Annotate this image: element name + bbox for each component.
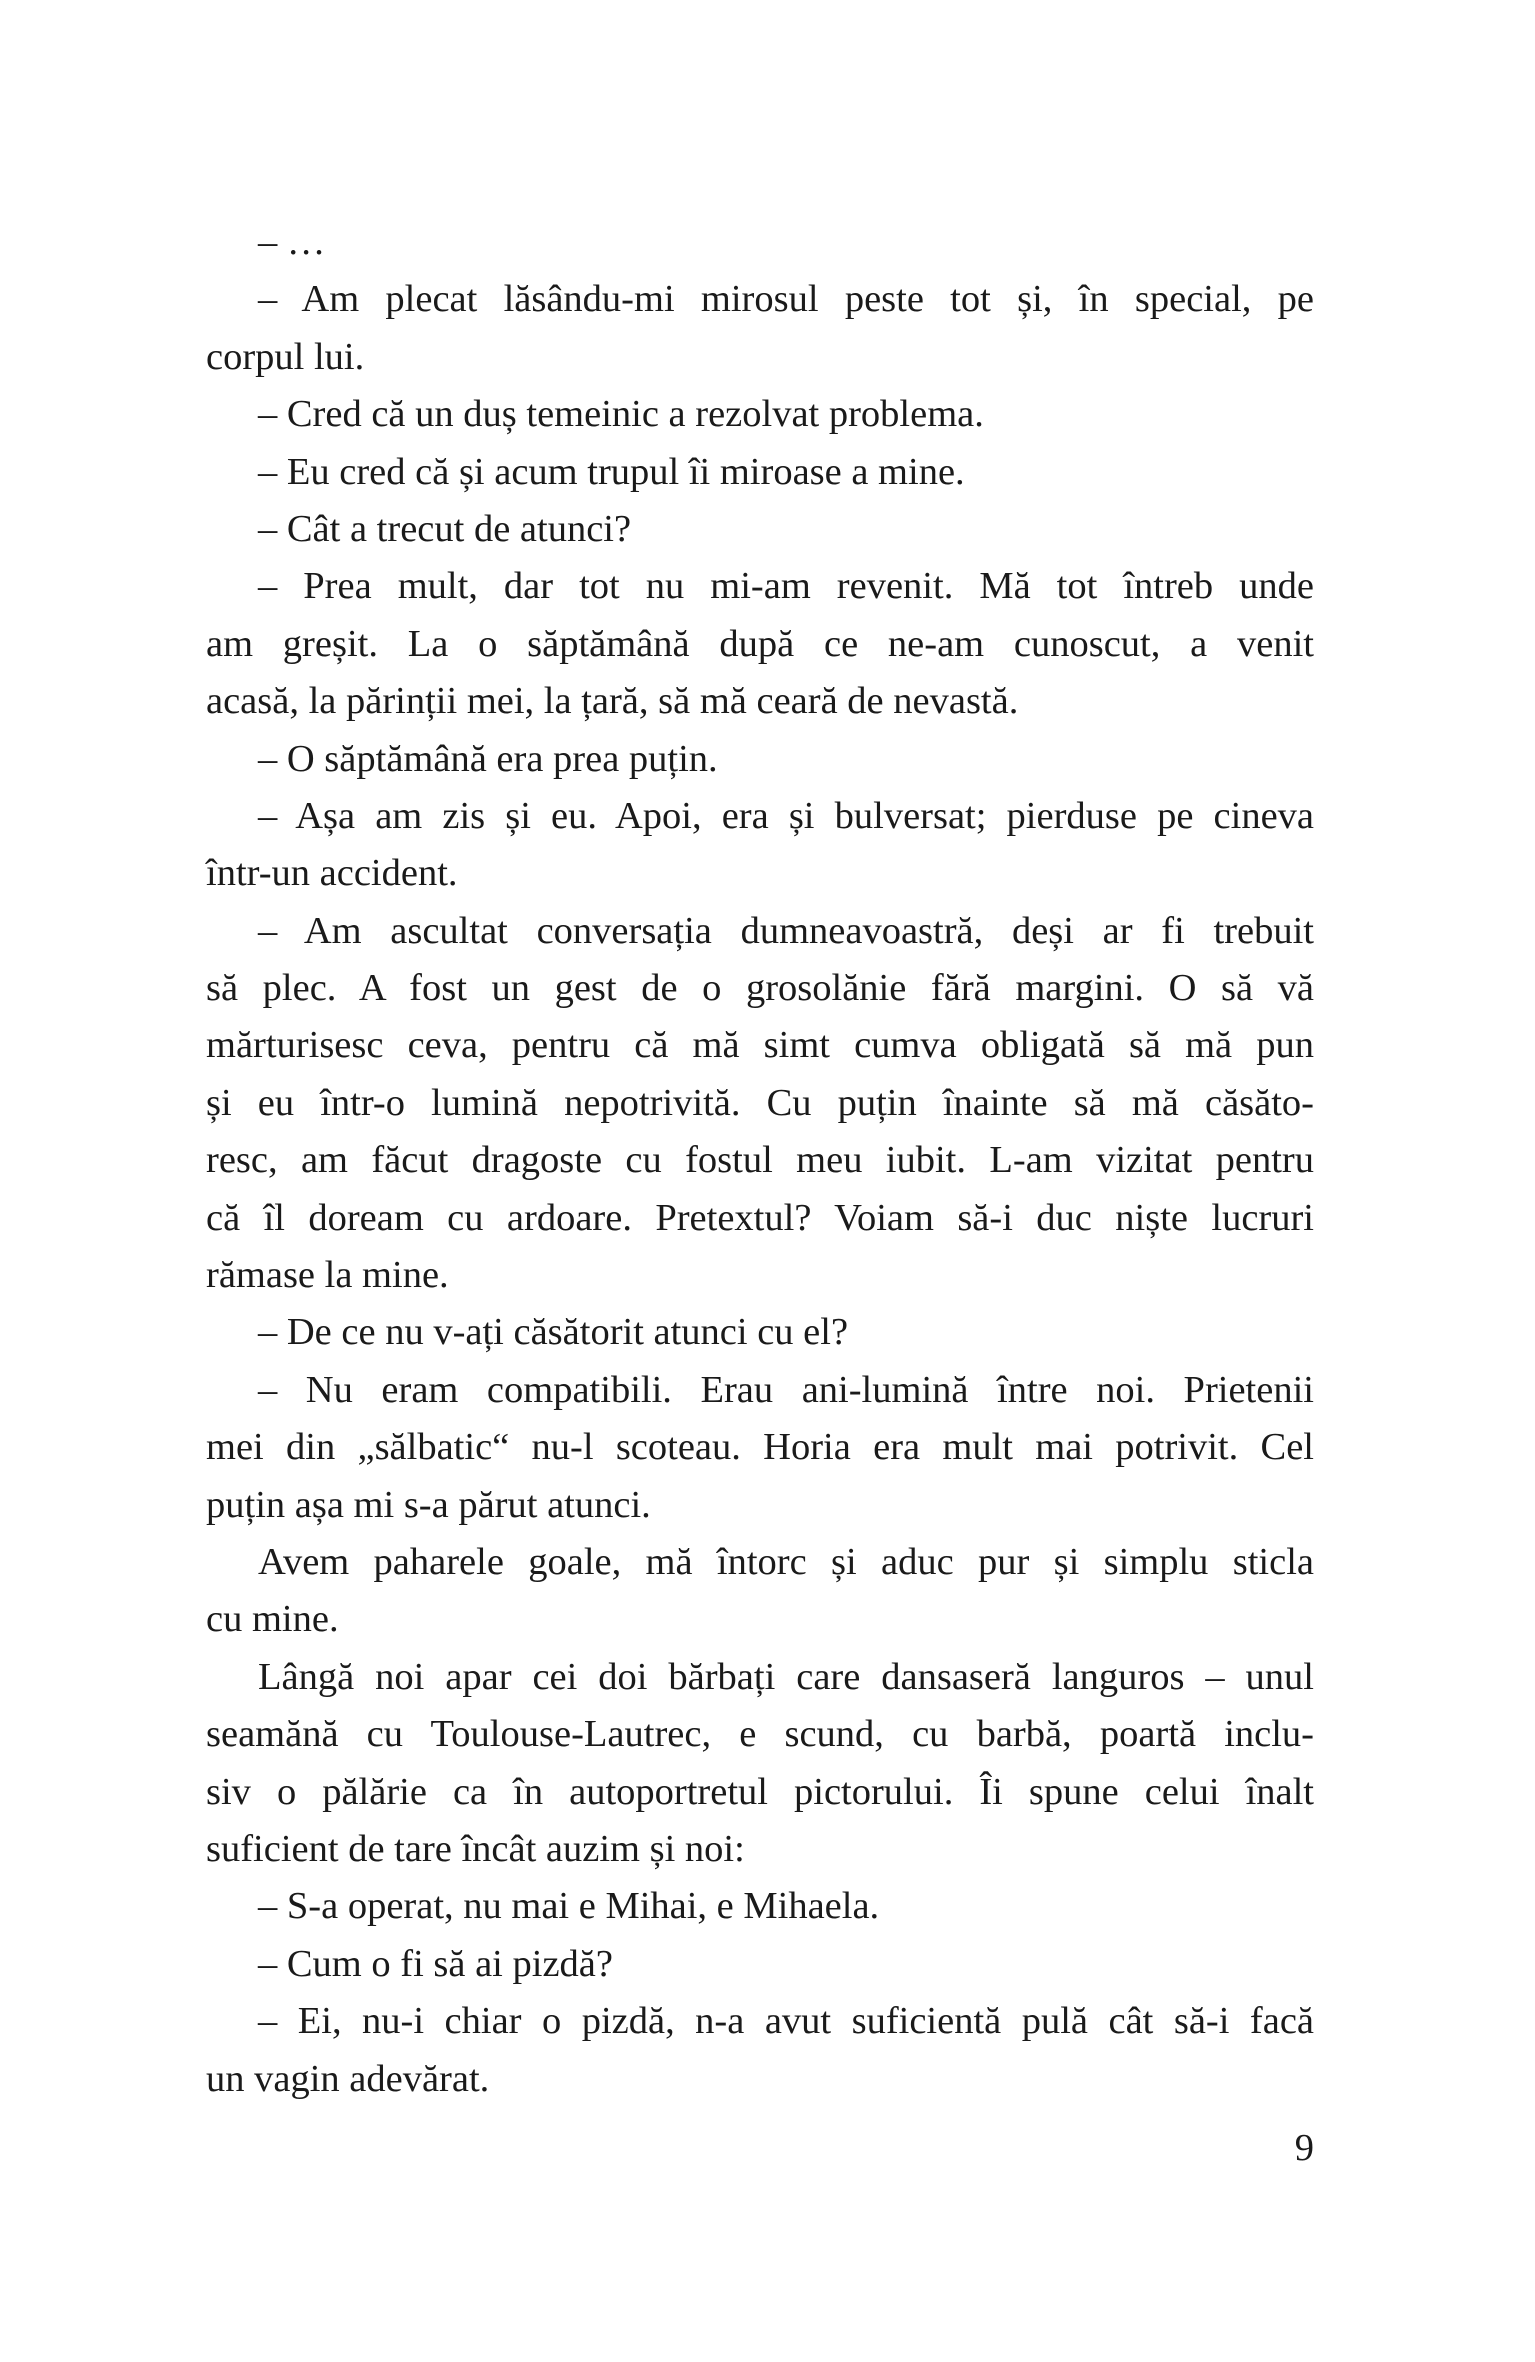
text-line: că îl doream cu ardoare. Pretextul? Voiam să-i duc niște lucruri [206,1196,1314,1239]
text-line: – … [258,221,326,263]
text-line: într-un accident. [206,852,458,895]
text-line: siv o pălărie ca în autoportretul pictorului. Îi spune celui înalt [206,1770,1314,1813]
page-number: 9 [1294,2127,1314,2169]
text-line: – Eu cred că și acum trupul îi miroase a mine. [258,450,965,493]
text-line: suficient de tare încât auzim și noi: [206,1827,745,1870]
text-line: Lângă noi apar cei doi bărbați care dansaseră languros – unul [258,1655,1314,1698]
text-line: – Prea mult, dar tot nu mi-am revenit. Mă tot întreb unde [258,565,1314,608]
text-line: – S-a operat, nu mai e Mihai, e Mihaela. [258,1885,880,1928]
text-line: – Am plecat lăsându-mi mirosul peste tot și, în special, pe [258,278,1314,321]
text-line: un vagin adevărat. [206,2057,490,2100]
text-line: Avem paharele goale, mă întorc și aduc pur și simplu sticla [258,1540,1314,1583]
text-line: resc, am făcut dragoste cu fostul meu iubit. L-am vizitat pentru [206,1139,1314,1182]
text-line: puțin așa mi s-a părut atunci. [206,1483,651,1526]
text-line: am greșit. La o săptămână după ce ne-am cunoscut, a venit [206,622,1314,665]
text-line: acasă, la părinții mei, la țară, să mă ceară de nevastă. [206,680,1019,723]
text-line: rămase la mine. [206,1254,449,1297]
text-line: – Așa am zis și eu. Apoi, era și bulversat; pierduse pe cineva [258,794,1314,837]
text-line: – Am ascultat conversația dumneavoastră, deși ar fi trebuit [258,909,1314,952]
text-line: cu mine. [206,1598,339,1641]
text-line: mărturisesc ceva, pentru că mă simt cumva obligată să mă pun [206,1024,1314,1067]
text-line: corpul lui. [206,335,365,378]
text-line: – De ce nu v-ați căsătorit atunci cu el? [258,1311,849,1354]
text-line: – Ei, nu-i chiar o pizdă, n-a avut suficientă pulă cât să-i facă [258,2000,1314,2043]
text-line: – Nu eram compatibili. Erau ani-lumină între noi. Prietenii [258,1368,1314,1411]
text-line: seamănă cu Toulouse-Lautrec, e scund, cu barbă, poartă inclu- [206,1713,1314,1756]
text-line: – O săptămână era prea puțin. [258,737,718,780]
text-line: – Cât a trecut de atunci? [258,507,632,550]
text-line: mei din „sălbatic“ nu-l scoteau. Horia era mult mai potrivit. Cel [206,1426,1314,1469]
text-line: și eu într-o lumină nepotrivită. Cu puțin înainte să mă căsăto- [206,1081,1314,1124]
body-text [206,214,1314,2108]
text-line: – Cred că un duș temeinic a rezolvat problema. [258,393,984,436]
text-line: – Cum o fi să ai pizdă? [258,1942,613,1985]
text-line: să plec. A fost un gest de o grosolănie fără margini. O să vă [206,967,1314,1010]
